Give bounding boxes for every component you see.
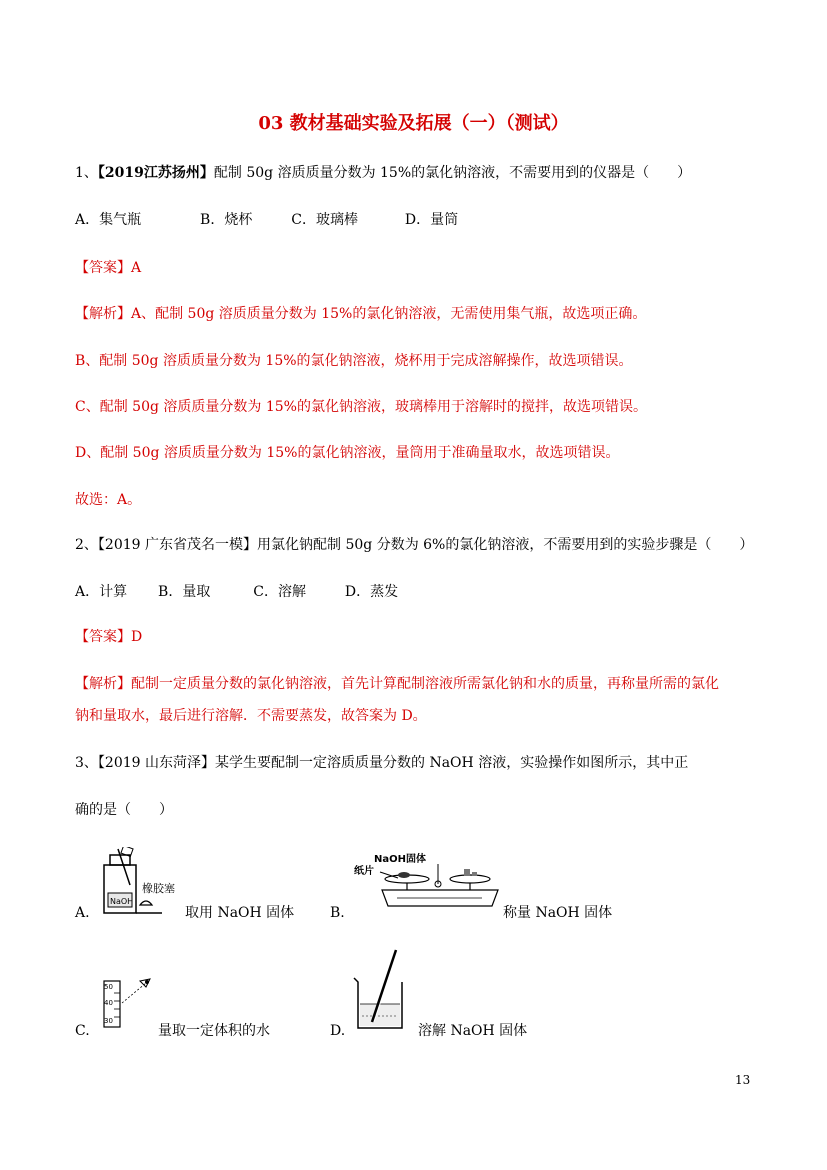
q3-option-c-caption: 量取一定体积的水 bbox=[158, 1023, 270, 1039]
q1-option-b: B．烧杯 bbox=[200, 212, 253, 228]
question-number: 3、 bbox=[75, 755, 98, 771]
page-title: 03 教材基础实验及拓展（一）（测试） bbox=[258, 113, 569, 134]
reagent-bottle-figure bbox=[96, 847, 186, 917]
q3-option-a-letter: A. bbox=[75, 905, 90, 921]
q1-analysis-line: C、配制 50g 溶质质量分数为 15%的氯化钠溶液，玻璃棒用于溶解时的搅拌，故选项错误。 bbox=[75, 399, 647, 415]
question-3 bbox=[75, 753, 688, 773]
q3-option-b-letter: B. bbox=[330, 905, 345, 921]
cylinder-mark-bottom: 30 bbox=[104, 1017, 113, 1025]
question-3-stem-continued: 确的是（ ） bbox=[75, 802, 173, 818]
question-source: 【2019 广东省茂名一模】 bbox=[97, 537, 258, 553]
question-number: 2、 bbox=[75, 537, 98, 553]
question-source: 【2019 山东菏泽】 bbox=[97, 755, 216, 771]
q1-answer: 【答案】A bbox=[75, 260, 142, 276]
balance-figure bbox=[352, 848, 502, 910]
question-stem: 某学生要配制一定溶质质量分数的 NaOH 溶液，实验操作如图所示，其中正 bbox=[215, 755, 689, 771]
q3-option-c-letter: C. bbox=[75, 1023, 90, 1039]
page-number: 13 bbox=[735, 1073, 751, 1087]
q2-options bbox=[75, 582, 398, 602]
beaker-stirring-figure bbox=[352, 948, 416, 1032]
question-number: 1、 bbox=[75, 165, 98, 181]
q2-option-b: B．量取 bbox=[158, 584, 211, 600]
q3-option-b-caption: 称量 NaOH 固体 bbox=[503, 905, 613, 921]
q3-option-a-caption: 取用 NaOH 固体 bbox=[185, 905, 295, 921]
naoh-solid-label: NaOH固体 bbox=[374, 854, 426, 865]
q2-option-d: D．蒸发 bbox=[344, 584, 399, 600]
q3-option-d-caption: 溶解 NaOH 固体 bbox=[418, 1023, 528, 1039]
q1-analysis-line: D、配制 50g 溶质质量分数为 15%的氯化钠溶液，量筒用于准确量取水，故选项错误。 bbox=[75, 445, 620, 461]
q3-option-d-letter: D. bbox=[330, 1023, 346, 1039]
q1-option-a: A．集气瓶 bbox=[75, 212, 142, 228]
question-2 bbox=[75, 535, 753, 555]
cylinder-mark-top: 50 bbox=[104, 983, 113, 991]
q2-option-a: A．计算 bbox=[75, 584, 128, 600]
q1-conclusion: 故选：A。 bbox=[75, 492, 142, 508]
graduated-cylinder-figure bbox=[100, 975, 160, 1031]
question-stem: 配制 50g 溶质质量分数为 15%的氯化钠溶液，不需要用到的仪器是（ ） bbox=[213, 165, 692, 181]
q2-analysis-line: 【解析】配制一定质量分数的氯化钠溶液，首先计算配制溶液所需氯化钠和水的质量，再称量所需的氯化 bbox=[75, 676, 719, 692]
q1-analysis-line: B、配制 50g 溶质质量分数为 15%的氯化钠溶液，烧杯用于完成溶解操作，故选项错误。 bbox=[75, 353, 633, 369]
q1-option-c: C．玻璃棒 bbox=[291, 212, 358, 228]
q1-option-d: D．量筒 bbox=[404, 212, 459, 228]
q2-answer: 【答案】D bbox=[75, 629, 143, 645]
question-stem: 用氯化钠配制 50g 分数为 6%的氯化钠溶液，不需要用到的实验步骤是（ ） bbox=[257, 537, 754, 553]
question-1 bbox=[75, 163, 691, 183]
bottle-label: NaOH bbox=[110, 897, 134, 906]
stopper-label: 橡胶塞 bbox=[142, 882, 175, 895]
q2-analysis-line: 钠和量取水，最后进行溶解．不需要蒸发，故答案为 D。 bbox=[75, 708, 427, 724]
q2-option-c: C．溶解 bbox=[253, 584, 306, 600]
q1-analysis-line: 【解析】A、配制 50g 溶质质量分数为 15%的氯化钠溶液，无需使用集气瓶，故选项正确。 bbox=[75, 306, 647, 322]
question-source: 【2019江苏扬州】 bbox=[97, 165, 214, 181]
cylinder-mark-middle: 40 bbox=[104, 999, 113, 1007]
paper-label: 纸片 bbox=[354, 866, 374, 877]
q1-options bbox=[75, 210, 458, 230]
